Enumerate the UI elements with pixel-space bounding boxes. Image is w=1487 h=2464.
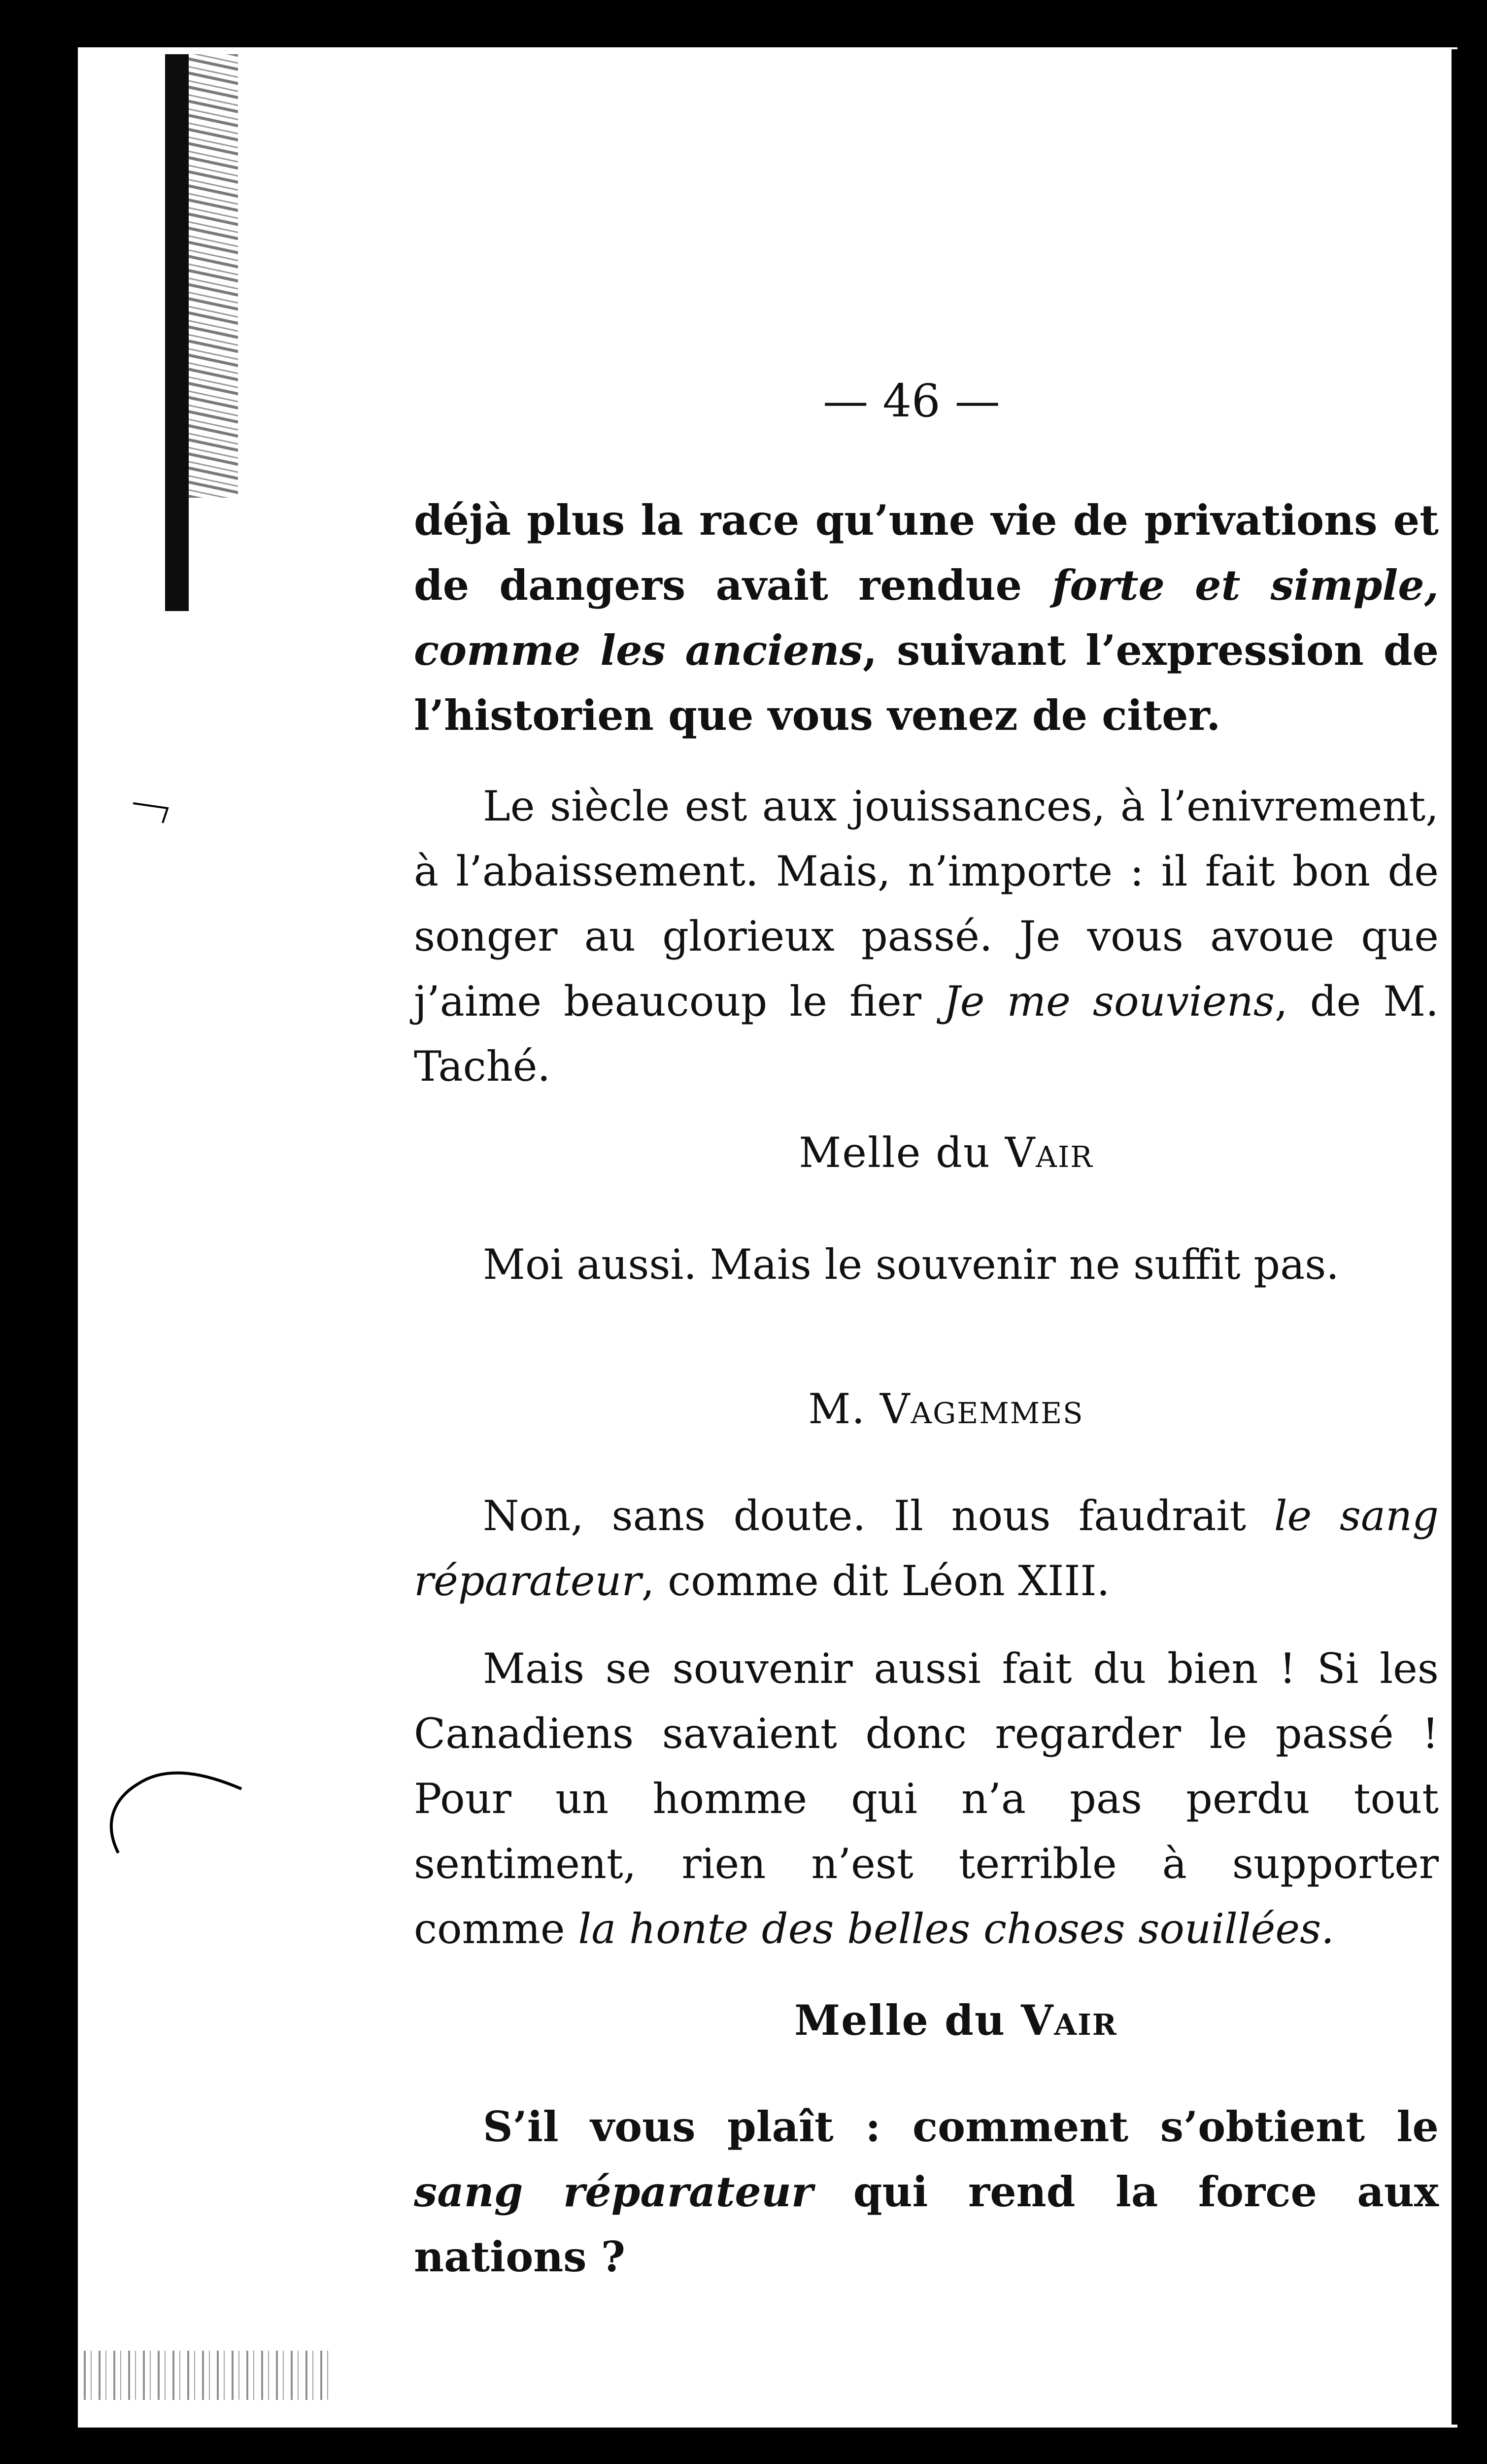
- margin-arrow-mark: [133, 798, 172, 828]
- paragraph-1: [414, 488, 1439, 748]
- speaker-name: M. Vagemmes: [808, 1385, 1084, 1433]
- bottom-speckle: [84, 2351, 330, 2400]
- paragraph-text: déjà plus la race qu’une vie de privations et de dangers avait rendue forte et simple, comme les anciens, suivant l’expression de l’historien que vous venez de citer.: [414, 496, 1439, 740]
- binding-edge-shadow: [165, 54, 189, 611]
- paragraph-text: Moi aussi. Mais le souvenir ne suffit pas.: [483, 1240, 1339, 1289]
- paragraph-4: [414, 1483, 1439, 1613]
- speaker-name: Melle du Vair: [794, 1996, 1117, 2045]
- paragraph-text: S’il vous plaît : comment s’obtient le sang réparateur qui rend la force aux nations ?: [414, 2102, 1439, 2281]
- speaker-name: Melle du Vair: [799, 1129, 1093, 1177]
- margin-hook-mark: [84, 1754, 251, 1868]
- bottom-border: [78, 2428, 1487, 2464]
- paragraph-3: [414, 1232, 1439, 1297]
- paragraph-text: Le siècle est aux jouissances, à l’enivrement, à l’abaissement. Mais, n’importe : il fait bon de songer au glorieux passé. Je vous avoue que j’aime beaucoup le fier Je me souviens, de M. Taché.: [414, 782, 1439, 1091]
- paragraph-text: Non, sans doute. Il nous faudrait le sang réparateur, comme dit Léon XIII.: [414, 1492, 1439, 1605]
- page-number: — 46 —: [823, 375, 1000, 427]
- paragraph-2: [414, 774, 1439, 1099]
- right-border-line: [1452, 49, 1462, 2425]
- paragraph-6: [414, 2094, 1439, 2290]
- top-tear-mark: [764, 9, 1059, 29]
- paragraph-text: Mais se souvenir aussi fait du bien ! Si les Canadiens savaient donc regarder le passé ! Pour un homme qui n’a pas perdu tout sentiment, rien n’est terrible à supporter comme la honte des belles choses souillées.: [414, 1644, 1439, 1953]
- binding-edge-speckle: [189, 54, 238, 498]
- paragraph-5: [414, 1636, 1439, 1961]
